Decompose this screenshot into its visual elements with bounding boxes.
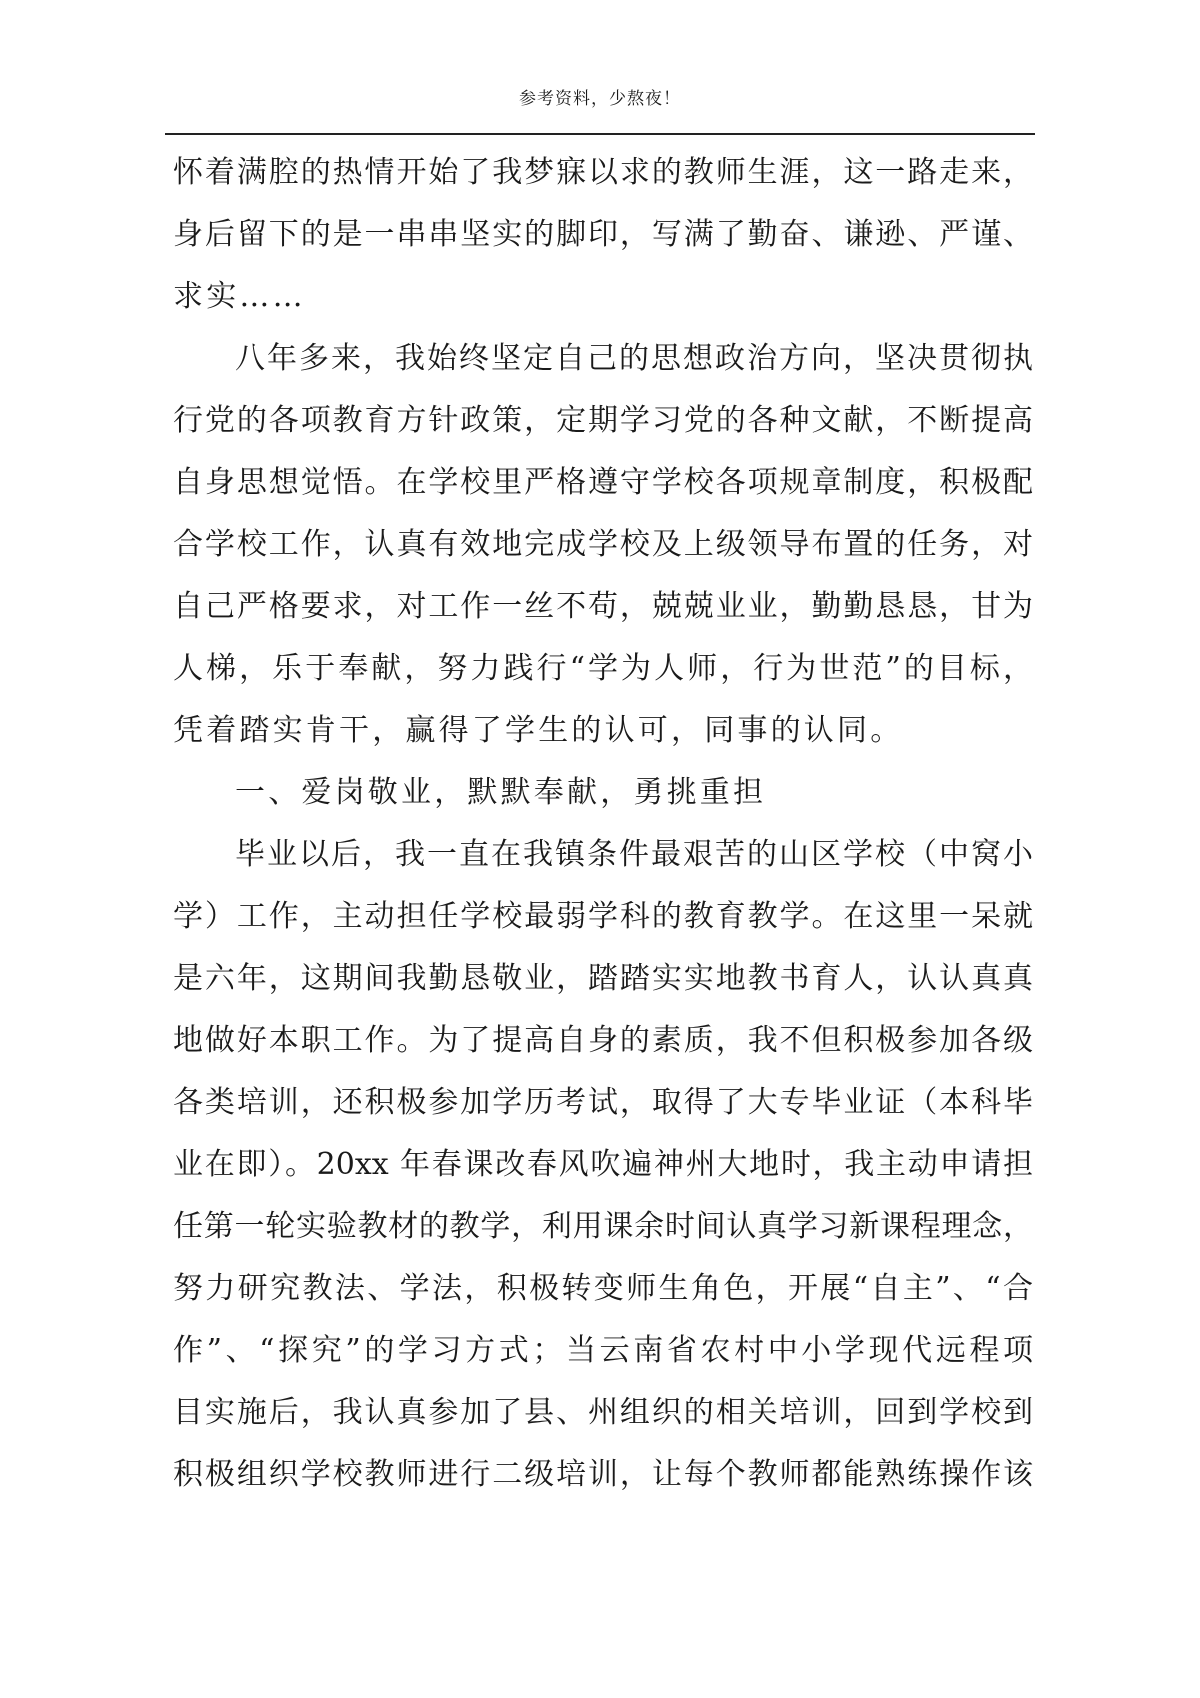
text-line: 合学校工作，认真有效地完成学校及上级领导布置的任务，对 — [173, 527, 1033, 562]
paragraph-start-line: 八年多来，我始终坚定自己的思想政治方向，坚决贯彻执 — [235, 341, 1033, 376]
text-line: 凭着踏实肯干，赢得了学生的认可，同事的认同。 — [173, 713, 904, 748]
text-line: 自身思想觉悟。在学校里严格遵守学校各项规章制度，积极配 — [173, 465, 1033, 500]
text-line: 地做好本职工作。为了提高自身的素质，我不但积极参加各级 — [173, 1023, 1033, 1058]
text-line: 各类培训，还积极参加学历考试，取得了大专毕业证（本科毕 — [173, 1085, 1033, 1120]
page-header: 参考资料，少熬夜！ — [519, 89, 681, 109]
paragraph-start-line: 毕业以后，我一直在我镇条件最艰苦的山区学校（中窝小 — [235, 837, 1033, 872]
text-line: 任第一轮实验教材的教学，利用课余时间认真学习新课程理念， — [173, 1209, 1033, 1244]
section-heading: 一、爱岗敬业，默默奉献，勇挑重担 — [235, 775, 767, 810]
text-line: 积极组织学校教师进行二级培训，让每个教师都能熟练操作该 — [173, 1457, 1033, 1492]
text-line: 人梯，乐于奉献，努力践行“学为人师，行为世范”的目标， — [173, 651, 1033, 686]
text-line: 学）工作，主动担任学校最弱学科的教育教学。在这里一呆就 — [173, 899, 1033, 934]
document-body — [173, 142, 1033, 1506]
header-divider — [165, 133, 1035, 135]
text-line: 是六年，这期间我勤恳敬业，踏踏实实地教书育人，认认真真 — [173, 961, 1033, 996]
text-line: 身后留下的是一串串坚实的脚印，写满了勤奋、谦逊、严谨、 — [173, 217, 1033, 252]
text-line: 求实…… — [173, 279, 306, 314]
text-line: 目实施后，我认真参加了县、州组织的相关培训，回到学校到 — [173, 1395, 1033, 1430]
text-line: 努力研究教法、学法，积极转变师生角色，开展“自主”、“合 — [173, 1271, 1033, 1306]
text-line: 怀着满腔的热情开始了我梦寐以求的教师生涯，这一路走来， — [173, 155, 1033, 190]
text-line: 自己严格要求，对工作一丝不苟，兢兢业业，勤勤恳恳，甘为 — [173, 589, 1033, 624]
text-line: 行党的各项教育方针政策，定期学习党的各种文献，不断提高 — [173, 403, 1033, 438]
text-line: 业在即）。20xx 年春课改春风吹遍神州大地时，我主动申请担 — [173, 1147, 1033, 1182]
text-line: 作”、“探究”的学习方式；当云南省农村中小学现代远程项 — [173, 1333, 1033, 1368]
